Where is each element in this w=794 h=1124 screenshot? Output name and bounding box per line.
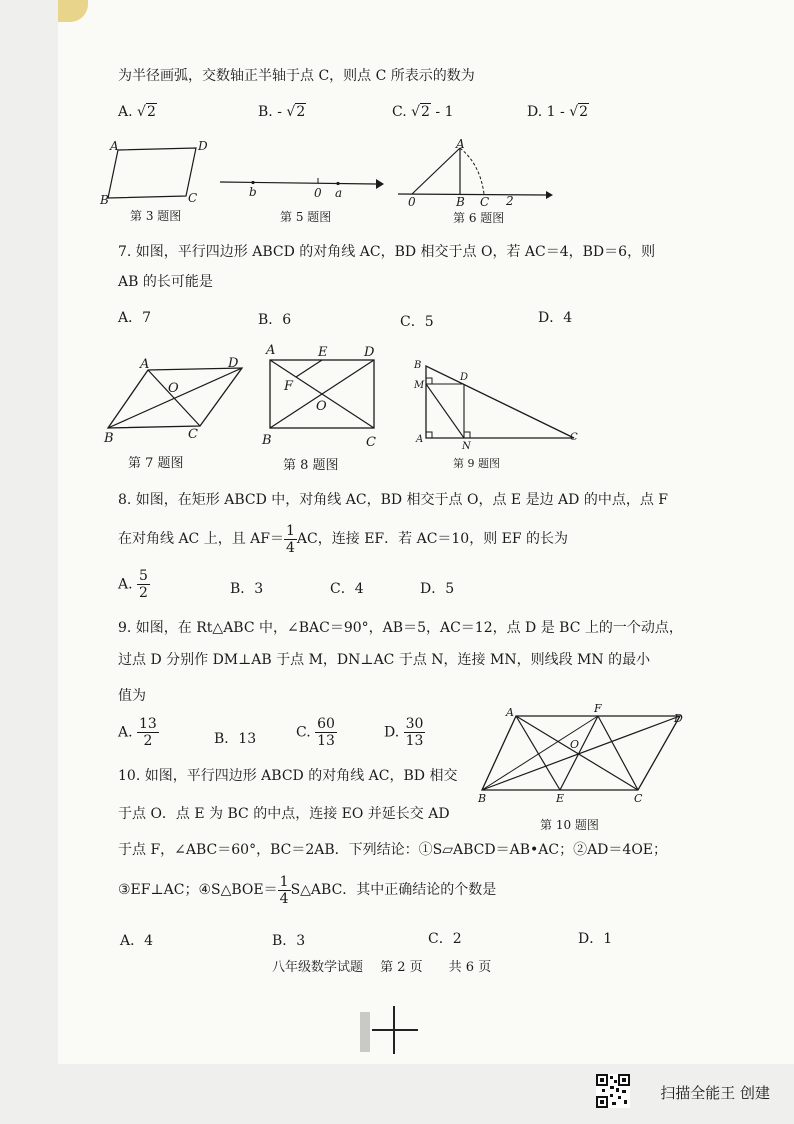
q10-option-a: A．4 [120,933,154,949]
fig6-label-a: A [456,137,465,151]
q7-option-d: D．4 [538,310,573,326]
page-footer: 八年级数学试题 第 2 页 共 6 页 [272,960,492,975]
figure-6-construction [396,137,556,210]
fig5-label-a: a [335,186,343,200]
q9-option-c: C. $\frac{60}{13}$ [296,716,335,749]
fig10-label-c: C [634,792,643,805]
q7-stem-line1: 7. 如图，平行四边形 ABCD 的对角线 AC，BD 相交于点 O，若 AC＝4，BD＝6，则 [118,244,656,260]
fig6-label-0: 0 [408,195,416,209]
q8-option-c: C．4 [330,581,364,597]
fig7-label-c: C [188,427,198,442]
fig6-label-c: C [480,195,490,209]
q7-option-c: C．5 [400,314,434,330]
q10-stem-line2: 于点 O．点 E 为 BC 的中点，连接 EO 并延长交 AD [118,806,450,822]
fig10-label-o: O [570,738,580,751]
fig10-label-f: F [594,702,602,715]
figure-9-right-triangle [408,356,588,450]
fig8-label-e: E [318,345,328,360]
figure-5-number-line [218,170,383,200]
q10-option-c: C．2 [428,931,462,947]
figure-10-parallelogram [476,704,690,806]
fig6-caption: 第 6 题图 [453,211,505,225]
q8-stem-line2: 在对角线 AC 上，且 AF＝ $\frac{1}{4}$ AC，连接 EF．若 AC＝10，则 EF 的长为 [118,522,569,556]
q7-option-b: B．6 [258,312,292,328]
q10-stem-line4: ③EF⊥AC；④S△BOE＝ $\frac{1}{4}$ S△ABC．其中正确结论的个数是 [118,873,497,907]
fig10-label-a: A [506,706,514,719]
fig9-label-a: A [416,434,424,445]
fig5-label-0: 0 [314,186,322,200]
fig3-label-a: A [110,139,119,153]
fig9-label-c: C [570,432,578,443]
q10-fraction: $\frac{1}{4}$ [279,873,289,907]
fig9-caption: 第 9 题图 [453,457,500,470]
fig9-label-m: M [414,380,425,391]
fig8-caption: 第 8 题图 [283,458,339,473]
q6-option-d: D. 1 - √2 [527,104,589,120]
fig8-label-f: F [284,379,294,394]
fig10-label-d: D [674,712,683,725]
q9-stem-line1: 9. 如图，在 Rt△ABC 中，∠BAC＝90°，AB＝5，AC＝12，点 D 是 BC 上的一个动点， [118,620,683,636]
q8-fraction: $\frac{1}{4}$ [286,522,295,556]
q10-option-d: D．1 [578,931,613,947]
q6-option-c: C. √2 - 1 [392,104,454,120]
q9-option-a: A. $\frac{13}{2}$ [118,716,157,749]
figure-8-rectangle [262,340,382,452]
figure-3-parallelogram [100,138,210,208]
fig10-label-b: B [478,792,487,805]
q6-option-a: A. √2 [118,104,156,120]
scanner-watermark-label: 扫描全能王 创建 [660,1084,770,1102]
fig8-label-b: B [262,433,272,448]
fig3-label-d: D [198,139,208,153]
fig10-label-e: E [556,792,565,805]
q10-stem-line3: 于点 F，∠ABC＝60°，BC＝2AB．下列结论：①S▱ABCD＝AB•AC；②AD＝4OE； [118,842,668,858]
q9-option-b: B．13 [214,731,257,747]
crop-mark [354,1004,424,1054]
fig7-label-d: D [228,356,239,371]
fig10-caption: 第 10 题图 [540,818,599,832]
fig9-label-d: D [460,372,469,383]
fig3-caption: 第 3 题图 [130,209,182,223]
q8-option-b: B．3 [230,581,264,597]
q10-option-b: B．3 [272,933,306,949]
fig7-caption: 第 7 题图 [128,456,184,471]
q9-stem-line3: 值为 [118,688,146,704]
q6-option-b: B. - √2 [258,104,306,120]
fig7-label-o: O [168,381,179,396]
q8-stem-line1: 8. 如图，在矩形 ABCD 中，对角线 AC，BD 相交于点 O，点 E 是边 AD 的中点，点 F [118,492,668,508]
fig6-label-b: B [456,195,465,209]
q7-option-a: A．7 [118,310,152,326]
fig6-label-2: 2 [506,194,514,208]
fig3-label-b: B [100,193,109,207]
q8-option-d: D．5 [420,581,455,597]
fig8-label-c: C [366,435,376,450]
fig9-label-n: N [462,441,471,452]
q10-stem-line1: 10. 如图，平行四边形 ABCD 的对角线 AC，BD 相交 [118,768,458,784]
fig8-label-o: O [316,399,327,414]
q7-stem-line2: AB 的长可能是 [118,274,213,290]
q8-option-a: A. $\frac{5}{2}$ [118,568,148,601]
figure-7-parallelogram [100,354,250,444]
fig7-label-a: A [140,357,150,372]
q9-stem-line2: 过点 D 分别作 DM⊥AB 于点 M，DN⊥AC 于点 N，连接 MN，则线段 MN 的最小 [118,652,651,668]
q9-option-d: D. $\frac{30}{13}$ [384,716,424,749]
fig9-label-b: B [414,360,422,371]
fig3-label-c: C [188,191,198,205]
fig8-label-a: A [266,343,276,358]
fig8-label-d: D [364,345,375,360]
qr-code-icon [596,1074,630,1108]
fig7-label-b: B [104,431,114,446]
q6-stem: 为半径画弧，交数轴正半轴于点 C，则点 C 所表示的数为 [118,68,475,84]
fig5-caption: 第 5 题图 [280,210,332,224]
fig5-label-b: b [249,185,257,199]
